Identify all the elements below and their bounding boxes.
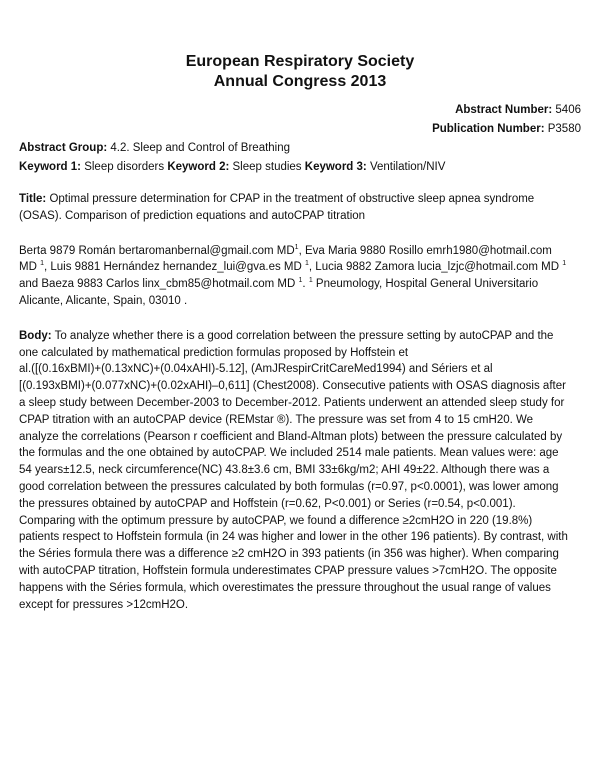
keyword2-label: Keyword 2: (167, 161, 230, 173)
abstract-body (19, 328, 581, 614)
keyword3-value: Ventilation/NIV (369, 161, 446, 173)
publication-number-label: Publication Number: (432, 123, 545, 135)
publication-number-value: P3580 (547, 123, 581, 135)
body-line: except for pressures >12cmH2O. (19, 598, 189, 611)
body-line: patients respect to Hoffstein formula (in 24 was higher and lower in the other 196 patients). By contrast, with (19, 531, 568, 544)
body-line: [(0.193xBMI)+(0.077xNC)+(0.02xAHI)–0,611] (Chest2008). Consecutive patients with OSAS diagnosis after (19, 380, 566, 393)
body-line: 54 years±12.5, neck circumference(NC) 43.8±3.6 cm, BMI 33±6kg/m2; AHI 49±22. Although there was a (19, 464, 550, 477)
abstract-group (19, 139, 581, 158)
body-line: analyze the correlations (Pearson r coefficient and Bland-Altman plots) between the pressure calculated by (19, 430, 563, 443)
body-line: happens with the Séries formula, which overestimates the pressure throughout the usual range of values (19, 581, 551, 594)
abstract-page (19, 52, 581, 613)
body-line: To analyze whether there is a good correlation between the pressure setting by autoCPAP and the (54, 329, 554, 342)
abstract-meta (19, 101, 581, 139)
keyword1-value: Sleep disorders (84, 161, 165, 173)
abstract-title (19, 191, 581, 225)
title-line2: (OSAS). Comparison of prediction equations and autoCPAP titration (19, 209, 366, 222)
body-line: one calculated by mathematical prediction formulas proposed by Hoffstein et (19, 346, 409, 359)
body-line: the formulas and the one obtained by autoCPAP. We included 2514 male patients. Mean values were: age (19, 447, 559, 460)
authors (19, 243, 581, 310)
body-line: Comparing with the optimum pressure by autoCPAP, we found a difference ≥2cmH2O in 220 (19.8%) (19, 514, 533, 527)
keyword3-label: Keyword 3: (304, 161, 367, 173)
authors-line4: Alicante, Alicante, Spain, 03010 . (19, 294, 188, 307)
body-line: with autoCPAP titration, Hoffstein formula underestimates CPAP pressure values >7cmH2O. The opposite (19, 564, 557, 577)
abstract-number (19, 101, 581, 120)
authors-line3: and Baeza 9883 Carlos linx_cbm85@hotmail.com MD $^1$. $^1$ Pneumology, Hospital General Universitario (19, 277, 539, 291)
keyword2-value: Sleep studies (232, 161, 302, 173)
body-label: Body: (19, 329, 52, 342)
congress-title-line1: European Respiratory Society (185, 53, 415, 70)
body-line: the Séries formula there was a difference ≥2 cmH2O in 393 patients (in 356 was higher). When comparing (19, 548, 559, 561)
abstract-group-value: 4.2. Sleep and Control of Breathing (110, 142, 291, 154)
congress-title-line2: Annual Congress 2013 (213, 73, 387, 90)
title-line1: Optimal pressure determination for CPAP in the treatment of obstructive sleep apnea syndrome (49, 193, 535, 205)
abstract-number-label: Abstract Number: (455, 104, 553, 116)
abstract-group-label: Abstract Group: (19, 142, 108, 154)
keyword1-label: Keyword 1: (19, 161, 81, 173)
body-line: a sleep study between December-2003 to December-2012. Patients underwent an attended sleep study for (19, 396, 565, 409)
congress-title (19, 52, 581, 92)
authors-line2: MD $^1$, Luis 9881 Hernández hernandez_lui@gva.es MD $^1$, Lucia 9882 Zamora lucia_lzjc@hotmail.com MD $^1$ (19, 260, 567, 274)
title-label: Title: (19, 193, 47, 205)
body-line: al.([(0.16xBMI)+(0.13xNC)+(0.04xAHI)-5.12], (AmJRespirCritCareMed1994) and Sériers et al (19, 363, 493, 376)
body-line: the pressures obtained by autoCPAP and Hoffstein (r=0.62, P<0.001) or Series (r=0.54, p<0.001). (19, 497, 516, 510)
body-line: CPAP titration with an autoCPAP device (REMstar ®). The pressure was set from 4 to 15 cmH20. We (19, 413, 534, 426)
keywords (19, 158, 581, 177)
publication-number (19, 120, 581, 139)
body-line: good correlation between the pressures calculated by both formulas (r=0.97, p<0.0001), was lower among (19, 480, 559, 493)
authors-line1: Berta 9879 Román bertaromanbernal@gmail.com $MD^1$, Eva Maria 9880 Rosillo emrh1980@hotmail.com (19, 243, 552, 257)
abstract-number-value: 5406 (555, 104, 581, 116)
